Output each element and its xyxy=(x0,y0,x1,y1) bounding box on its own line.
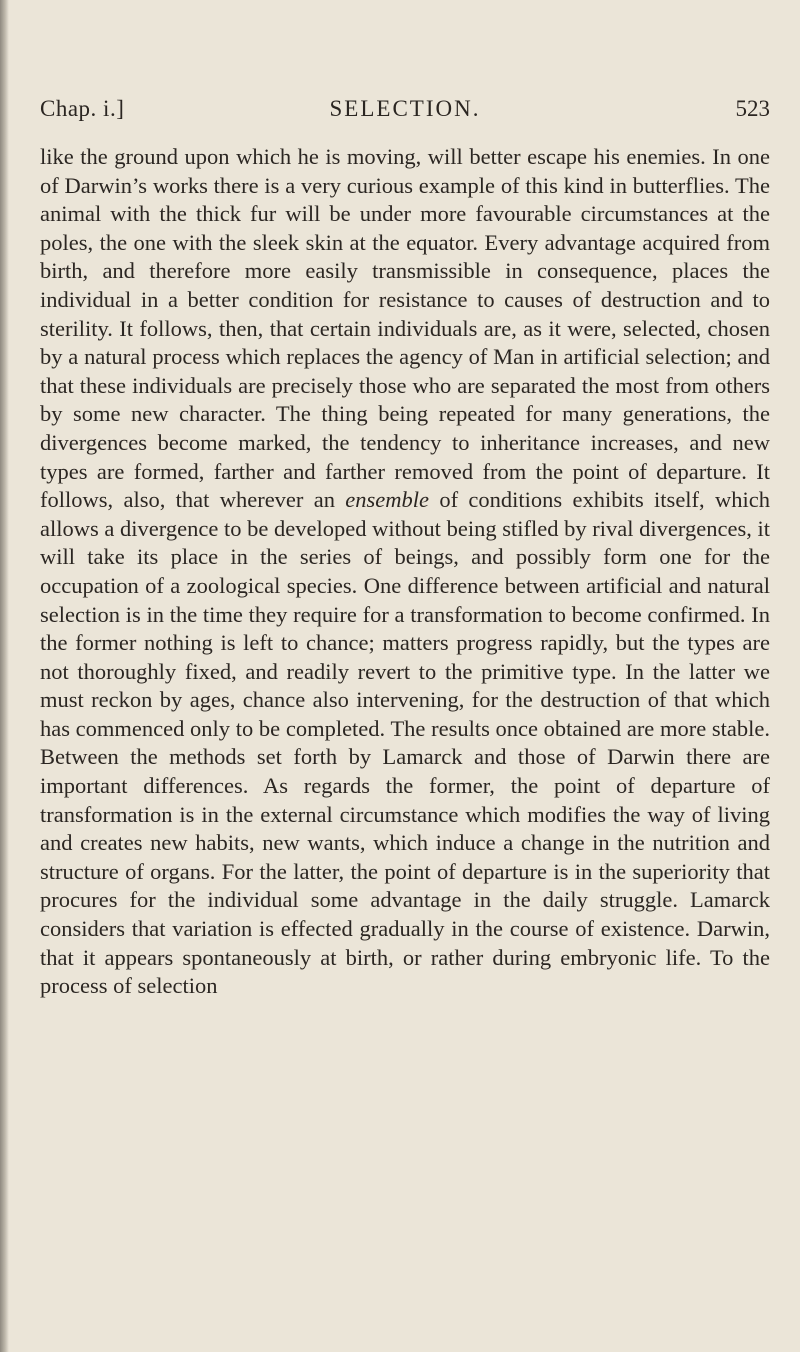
text-segment: of conditions exhibits itself, which allows a divergence to be developed without being stifled by rival divergences, it will take its place in the series of beings, and possibly form one for the occupation of a zoological species. One difference between artificial and natural selection is in the time they require for a transformation to become confirmed. In the former nothing is left to chance; matters progress rapidly, but the types are not thoroughly fixed, and readily revert to the primitive type. In the latter we must reckon by ages, chance also intervening, for the destruction of that which has commenced only to be completed. The results once obtained are more stable. Between the methods set forth by Lamarck and those of Darwin there are important differences. As regards the former, the point of departure of transformation is in the external circumstance which modifies the way of living and creates new habits, new wants, which induce a change in the nutrition and structure of organs. For the latter, the point of departure is in the superiority that procures for the individual some advantage in the daily struggle. Lamarck considers that variation is effected gradually in the course of existence. Darwin, that it appears spontaneously at birth, or rather during embryonic life. To the process of selection xyxy=(40,487,770,999)
running-head xyxy=(40,96,770,130)
body-paragraph xyxy=(40,143,770,1001)
italic-term-ensemble: ensemble xyxy=(345,487,430,513)
chapter-label: Chap. i.] xyxy=(40,96,125,121)
page-edge-shadow xyxy=(0,0,9,1352)
running-title: SELECTION. xyxy=(329,96,481,121)
text-segment: like the ground upon which he is moving, will better escape his enemies. In one of Darwin’s works there is a very curious example of this kind in butterflies. The animal with the thick fur will be under more favourable circumstances at the poles, the one with the sleek skin at the equator. Every advantage acquired from birth, and therefore more easily transmissible in consequence, places the individual in a better condition for resistance to causes of destruction and to sterility. It follows, then, that certain individuals are, as it were, selected, chosen by a natural process which replaces the agency of Man in artificial selection; and that these individuals are precisely those who are separated the most from others by some new character. The thing being repeated for many generations, the divergences become marked, the tendency to inheritance increases, and new types are formed, farther and farther removed from the point of departure. It follows, also, that wherever an xyxy=(40,144,770,513)
page-number: 523 xyxy=(735,96,770,121)
